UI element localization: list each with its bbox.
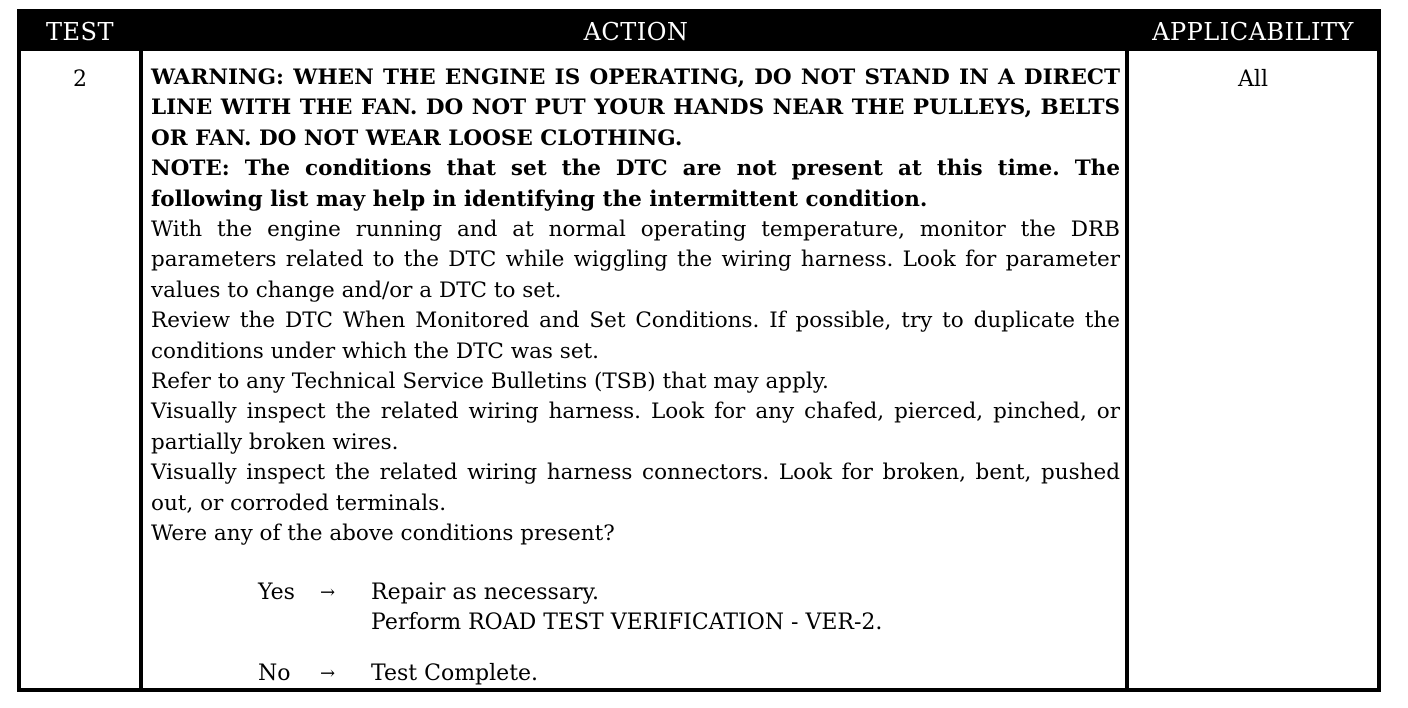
header-applicability: APPLICABILITY bbox=[1152, 18, 1354, 46]
answer-no-action: Test Complete. bbox=[371, 660, 539, 686]
applicability-value: All bbox=[1238, 67, 1268, 92]
warning-text: WARNING: WHEN THE ENGINE IS OPERATING, DO NOT STAND IN A DIRECT LINE WITH THE FAN. DO NOT PUT YOUR HANDS NEAR THE PULLEYS, BELTS OR FAN. DO NOT WEAR LOOSE CLOTHING. bbox=[151, 65, 1120, 151]
diagnostic-table bbox=[17, 9, 1381, 692]
action-paragraph: Visually inspect the related wiring harness connectors. Look for broken, bent, pushed out, or corroded terminals. bbox=[151, 460, 1120, 516]
test-number: 2 bbox=[73, 67, 87, 92]
header-test: TEST bbox=[46, 18, 114, 46]
note-text: NOTE: The conditions that set the DTC are not present at this time. The following list may help in identifying the intermittent condition. bbox=[151, 156, 1120, 212]
answer-yes-action-2: Perform ROAD TEST VERIFICATION - VER-2. bbox=[371, 610, 883, 636]
column-divider bbox=[1125, 51, 1129, 688]
answer-no-label: No bbox=[258, 660, 291, 686]
action-paragraph: With the engine running and at normal operating temperature, monitor the DRB parameters related to the DTC while wiggling the wiring harness. Look for parameter values to change and/or a DTC to set. bbox=[151, 217, 1120, 303]
arrow-right-icon: → bbox=[320, 662, 336, 684]
arrow-right-icon: → bbox=[320, 582, 336, 603]
header-action: ACTION bbox=[583, 18, 689, 46]
table-row bbox=[21, 51, 1377, 688]
action-paragraph: Review the DTC When Monitored and Set Conditions. If possible, try to duplicate the conditions under which the DTC was set. bbox=[151, 308, 1120, 364]
answer-yes-label: Yes bbox=[258, 580, 295, 605]
table-header-row bbox=[21, 13, 1377, 51]
action-cell bbox=[151, 63, 1120, 550]
action-paragraph: Visually inspect the related wiring harness. Look for any chafed, pierced, pinched, or partially broken wires. bbox=[151, 399, 1120, 455]
column-divider bbox=[139, 51, 143, 688]
action-paragraph: Refer to any Technical Service Bulletins (TSB) that may apply. bbox=[151, 369, 829, 395]
answer-yes-action: Repair as necessary. bbox=[371, 580, 599, 605]
question-text: Were any of the above conditions present? bbox=[151, 521, 615, 547]
